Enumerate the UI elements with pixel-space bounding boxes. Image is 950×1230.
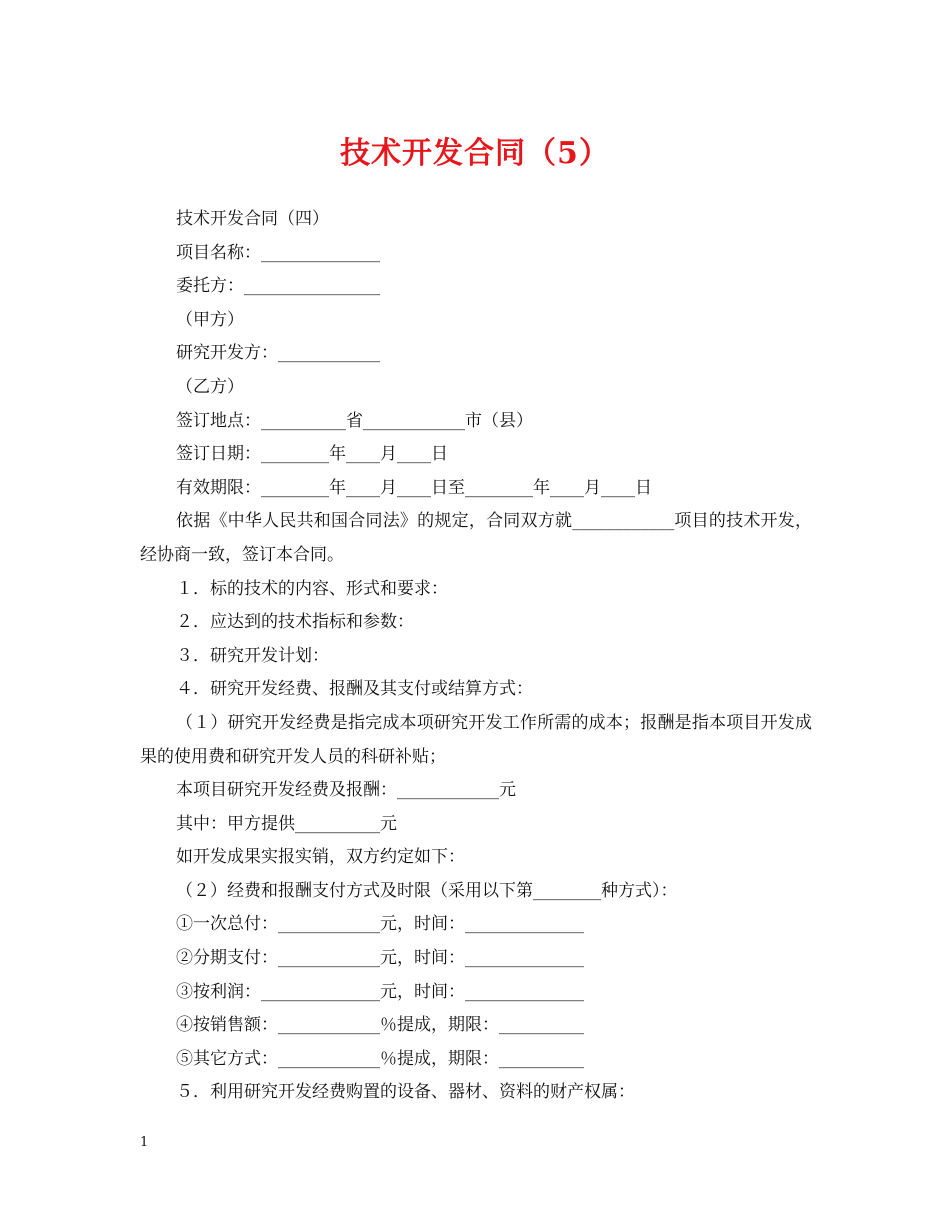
signing-date-line: 签订日期：________年____月____日: [176, 444, 448, 465]
party-b-label: （乙方）: [176, 376, 244, 397]
clause-4-1-paragraph: （１）研究开发经费是指完成本项研究开发工作所需的成本；报酬是指本项目开发成果的使用费和研究开发人员的科研补贴；: [140, 712, 812, 767]
project-name-line: 项目名称：______________: [176, 242, 380, 263]
validity-period-line: 有效期限：________年____月____日至________年____月____日: [176, 477, 652, 498]
party-a-provides-line: 其中：甲方提供__________元: [176, 813, 397, 834]
clause-3: ３．研究开发计划：: [176, 645, 329, 666]
payment-option-4: ④按销售额：____________％提成，期限：__________: [176, 1015, 584, 1036]
developer-line: 研究开发方：____________: [176, 343, 380, 364]
document-body: [140, 203, 812, 1110]
document-title: 技术开发合同（5）: [340, 136, 610, 171]
payment-option-1: ①一次总付：____________元，时间：______________: [176, 914, 584, 935]
signing-place-line: 签订地点：__________省____________市（县）: [176, 410, 533, 431]
contract-subtitle: 技术开发合同（四）: [176, 209, 329, 229]
client-line: 委托方：________________: [176, 276, 380, 297]
clause-5: ５．利用研究开发经费购置的设备、器材、资料的财产权属：: [176, 1082, 635, 1103]
actual-reimbursement-line: 如开发成果实报实销，双方约定如下：: [176, 847, 465, 868]
payment-option-3: ③按利润：______________元，时间：______________: [176, 981, 584, 1002]
clause-4-2: （２）经费和报酬支付方式及时限（采用以下第________种方式）：: [176, 880, 678, 901]
clause-1: １．标的技术的内容、形式和要求：: [176, 578, 448, 599]
payment-option-2: ②分期支付：____________元，时间：______________: [176, 948, 584, 969]
clause-2: ２．应达到的技术指标和参数：: [176, 612, 414, 633]
payment-option-5: ⑤其它方式：____________％提成，期限：__________: [176, 1048, 584, 1069]
funding-total-line: 本项目研究开发经费及报酬：____________元: [176, 780, 516, 801]
preamble-paragraph: 依据《中华人民共和国合同法》的规定，合同双方就____________项目的技术开发，经协商一致，签订本合同。: [140, 511, 812, 565]
page-number: 1: [140, 1135, 149, 1150]
party-a-label: （甲方）: [176, 309, 244, 330]
clause-4: ４．研究开发经费、报酬及其支付或结算方式：: [176, 679, 533, 700]
